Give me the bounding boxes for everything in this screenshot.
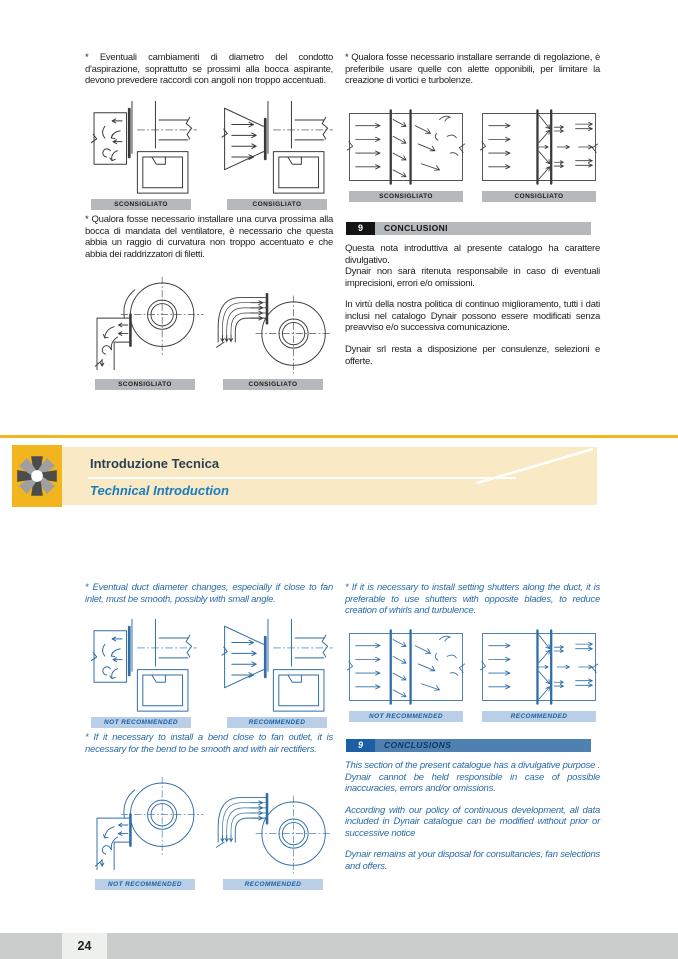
diagram-abrupt-inlet-it [85, 101, 197, 210]
it-conclusions-body [345, 243, 600, 367]
dynair-pinwheel-logo [12, 445, 62, 507]
label-not-recommended: NOT RECOMMENDED [91, 717, 191, 728]
it-conclusions-header [346, 222, 591, 235]
parallel-shutter-diagram-icon [345, 627, 467, 707]
en-scroll-diagrams [85, 758, 333, 890]
section-number: 9 [346, 222, 375, 235]
cone-duct-diagram-icon [221, 101, 333, 195]
pinwheel-fan-icon [15, 454, 59, 498]
sharp-bend-fan-diagram-icon [85, 275, 205, 375]
diagram-parallel-shutter-it [345, 107, 467, 202]
en-duct-diagrams [85, 618, 333, 728]
it-note-shutters: * Qualora fosse necessario installare serrande di regolazione, è preferibile usare quelle con alette opponibili, per limitare la creazione di vortici e turbolenze. [345, 52, 600, 87]
it-scroll-diagrams [85, 258, 333, 390]
abrupt-duct-diagram-icon [85, 101, 197, 195]
diagram-opposite-shutter-it [478, 107, 600, 202]
cone-duct-diagram-icon [221, 619, 333, 713]
abrupt-duct-diagram-icon [85, 619, 197, 713]
banner-divider-line [88, 477, 516, 479]
it-shutter-diagrams [345, 102, 600, 202]
smooth-bend-fan-diagram-icon [213, 275, 333, 375]
smooth-bend-fan-diagram-icon [213, 775, 333, 875]
en-note-inlet: * Eventual duct diameter changes, especially if close to fan inlet, must be smooth, possibly with small angle. [85, 582, 333, 605]
label-sconsigliato: SCONSIGLIATO [349, 191, 463, 202]
footer-bar [0, 933, 678, 959]
label-recommended: RECOMMENDED [223, 879, 323, 890]
it-conclusions-p4: Dynair srl resta a disposizione per consulenze, selezioni e offerte. [345, 344, 600, 367]
diagram-parallel-shutter-en [345, 627, 467, 722]
diagram-cone-inlet-it [221, 101, 333, 210]
en-shutter-diagrams [345, 622, 600, 722]
diagram-sharp-bend-en [85, 775, 205, 890]
it-conclusions-p1: Questa nota introduttiva al presente catalogo ha carattere divulgativo. [345, 243, 600, 266]
label-recommended: RECOMMENDED [227, 717, 327, 728]
sharp-bend-fan-diagram-icon [85, 775, 205, 875]
label-recommended: RECOMMENDED [482, 711, 596, 722]
label-not-recommended: NOT RECOMMENDED [349, 711, 463, 722]
section-title: CONCLUSIONS [375, 739, 591, 752]
gold-top-rule [0, 435, 678, 438]
opposite-shutter-diagram-icon [478, 627, 600, 707]
opposite-shutter-diagram-icon [478, 107, 600, 187]
en-conclusions-p2: According with our policy of continuous development, all data included in Dynair catalogue can be modified without prior or successive notice [345, 804, 600, 839]
label-consigliato: CONSIGLIATO [223, 379, 323, 390]
section-title: CONCLUSIONI [375, 222, 591, 235]
label-sconsigliato: SCONSIGLIATO [95, 379, 195, 390]
banner-title-english: Technical Introduction [90, 483, 229, 498]
diagram-cone-inlet-en [221, 619, 333, 728]
label-consigliato: CONSIGLIATO [482, 191, 596, 202]
it-conclusions-p3: In virtù della nostra politica di continuo miglioramento, tutti i dati inclusi nel catalogo Dynair possono essere modificati senza preavviso e/o successiva comunicazione. [345, 299, 600, 334]
en-conclusions-body [345, 760, 600, 873]
section-banner [62, 447, 597, 505]
label-consigliato: CONSIGLIATO [227, 199, 327, 210]
page-number: 24 [62, 933, 107, 959]
banner-diagonal-line [475, 447, 595, 487]
en-conclusions-header [346, 739, 591, 752]
banner-title-italian: Introduzione Tecnica [90, 456, 220, 471]
parallel-shutter-diagram-icon [345, 107, 467, 187]
en-conclusions-p3: Dynair remains at your disposal for consultancies, fan selections and offers. [345, 849, 600, 873]
label-not-recommended: NOT RECOMMENDED [95, 879, 195, 890]
label-sconsigliato: SCONSIGLIATO [91, 199, 191, 210]
en-note-bend: * If it necessary to install a bend close to fan outlet, it is necessary for the bend to be smooth and with air rectifiers. [85, 732, 333, 755]
diagram-sharp-bend-it [85, 275, 205, 390]
en-note-shutters: * If it is necessary to install setting shutters along the duct, it is preferable to use shutters with opposite blades, to reduce creation of whirls and turbulence. [345, 582, 600, 617]
it-note-inlet: * Eventuali cambiamenti di diametro del condotto d'aspirazione, soprattutto se prossimi alla bocca aspirante, devono prevedere raccordi con angoli non troppo accentuati. [85, 52, 333, 87]
diagram-smooth-bend-en [213, 775, 333, 890]
it-duct-diagrams [85, 100, 333, 210]
it-note-bend: * Qualora fosse necessario installare una curva prossima alla bocca di mandata del ventilatore, è necessario che questa abbia un raggio di curvatura non troppo accentuato e che abbia dei raddrizzatori di filetti. [85, 214, 333, 260]
it-conclusions-p2: Dynair non sarà ritenuta responsabile in caso di eventuali imprecisioni, errori e/o omissioni. [345, 266, 600, 289]
diagram-abrupt-inlet-en [85, 619, 197, 728]
diagram-smooth-bend-it [213, 275, 333, 390]
diagram-opposite-shutter-en [478, 627, 600, 722]
en-conclusions-p1: This section of the present catalogue has a divulgative purpose . Dynair cannot be held responsible in case of possible inaccuracies, errors and/or omissions. [345, 760, 600, 795]
section-number: 9 [346, 739, 375, 752]
